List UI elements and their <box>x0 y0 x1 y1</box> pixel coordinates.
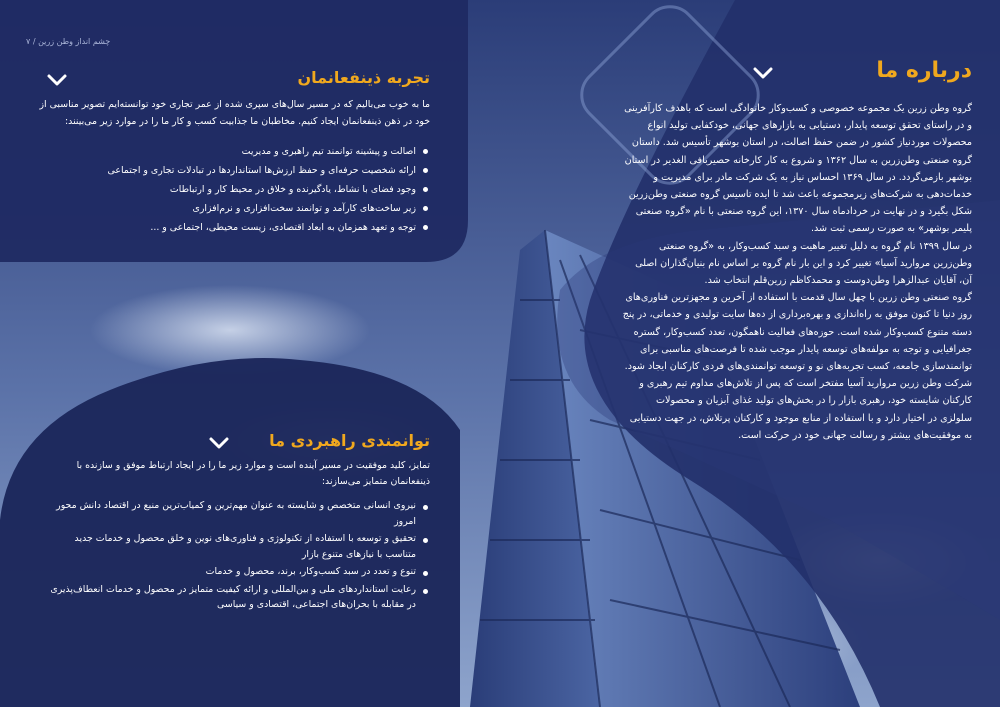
about-paragraph: در سال ۱۳۹۹ نام گروه به دلیل تغییر ماهیت و سبد کسب‌و‌کار، به «گروه صنعتی وطن‌زرین مروارید آسیا» تغییر کرد و این بار نام گروه بر اساس نام بنیان‌گذاران اصلی آن، آقایان عبدالزهرا وطن‌دوست و محمدکاظم زرین‌قلم انتخاب شد. <box>635 240 972 287</box>
about-body <box>622 100 972 444</box>
list-item: توجه و تعهد همزمان به ابعاد اقتصادی، زیست محیطی، اجتماعی و ... <box>25 218 430 237</box>
leadership-intro: تمایز، کلید موفقیت در مسیر آینده است و موارد زیر ما را در ایجاد ارتباط موفق و سازنده با ذینفعانمان متمایز می‌سازند: <box>76 460 430 487</box>
about-paragraph: شرکت وطن زرین مروارید آسیا مفتخر است که پس از تلاش‌های مداوم تیم رهبری و کارکنان شایسته خود، رهبری بازار را در بخش‌های تولید غذای آبزیان و محصولات سلولزی در اختیار دارد و با استفاده از منابع موجود و کارکنان پرتلاش، در جهت دستیابی به موفقیت‌های بیشتر و رسالت جهانی خود در حرکت است. <box>629 378 972 441</box>
about-paragraph: گروه صنعتی وطن زرین با چهل سال قدمت با استفاده از آخرین و مجهزترین فناوری‌های روز دنیا تا کنون موفق به راه‌اندازی و بهره‌برداری از ده‌ها سایت تولیدی و خدماتی، در پنج دسته متنوع کسب‌وکار شده است. حوزه‌های فعالیت ناهمگون، تعدد کسب‌وکار، گستره جغرافیایی و توجه به مولفه‌های توسعه پایدار موجب شده تا فرصت‌های مناسبی برای توانمندسازی جامعه، کسب تجربه‌های نو و توسعه توانمندی‌های فردی کارکنان ایجاد شود. <box>622 292 972 373</box>
chevron-down-icon <box>46 73 68 87</box>
list-item: تنوع و تعدد در سبد کسب‌وکار، برند، محصول و خدمات <box>50 564 430 580</box>
list-item: زیر ساخت‌های کارآمد و توانمند سخت‌افزاری و نرم‌افزاری <box>25 199 430 218</box>
stakeholders-intro: ما به خوب می‌بالیم که در مسیر سال‌های سپری شده از عمر تجاری خود توانسته‌ایم تصویر مناسبی از خود در ذهن ذینفعانمان ایجاد کنیم. مخاطبان ما جذابیت کسب و کار ما را در موارد زیر می‌بینند: <box>39 99 430 127</box>
stakeholders-title: تجربه ذینفعانمان <box>297 68 430 87</box>
list-item: اصالت و پیشینه توانمند تیم راهبری و مدیریت <box>25 142 430 161</box>
running-header <box>26 37 166 46</box>
about-paragraph: گروه وطن زرین یک مجموعه خصوصی و کسب‌وکار خانوادگی است که باهدف کارآفرینی و در راستای تحقق توسعه پایدار، دستیابی به بازارهای جهانی، خودکفایی تولید انواع محصولات موردنیاز کشور در ضمن حفظ اصالت، در استان بوشهر تأسیس شد. داستان گروه صنعتی وطن‌زرین به سال ۱۳۶۲ و شروع به کار کارخانه حصیربافی الغدیر در استان بوشهر بازمی‌گردد. در سال ۱۳۶۹ احساس نیاز به یک شرکت مادر برای مدیریت و خدمات‌دهی به شرکت‌های زیرمجموعه باعث شد تا ایده تاسیس گروه صنعتی وطن‌زرین شکل بگیرد و در نهایت در خردادماه سال ۱۳۷۰، این گروه صنعتی با نام «گروه صنعتی پلیمر بوشهر» به صورت رسمی ثبت شد. <box>624 103 972 235</box>
leadership-title: توانمندی راهبردی ما <box>269 431 430 450</box>
header-separator: / <box>32 37 39 46</box>
chevron-down-icon <box>208 436 230 450</box>
running-title: چشم انداز وطن زرین <box>38 37 111 46</box>
chevron-down-icon <box>752 66 774 80</box>
list-item: وجود فضای با نشاط، یادگیرنده و خلاق در محیط کار و ارتباطات <box>25 180 430 199</box>
list-item: رعایت استانداردهای ملی و بین‌المللی و ارائه کیفیت متمایز در محصول و خدمات انعطاف‌پذیری در مقابله با بحران‌های اجتماعی، اقتصادی و سیاسی <box>50 582 430 613</box>
list-item: نیروی انسانی متخصص و شایسته به عنوان مهم‌ترین و کمیاب‌ترین منبع در اقتصاد دانش محور امروز <box>50 498 430 529</box>
page-number: ۷ <box>26 37 31 46</box>
list-item: ارائه شخصیت حرفه‌ای و حفظ ارزش‌ها استانداردها در تبادلات تجاری و اجتماعی <box>25 161 430 180</box>
stakeholders-body <box>25 96 430 237</box>
about-title: درباره ما <box>876 58 972 83</box>
list-item: تحقیق و توسعه با استفاده از تکنولوژی و فناوری‌های نوین و خلق محصول و خدمات جدید متناسب با نیازهای متنوع بازار <box>50 531 430 562</box>
stakeholders-list <box>25 142 430 237</box>
leadership-body <box>50 458 430 615</box>
leadership-list <box>50 498 430 613</box>
